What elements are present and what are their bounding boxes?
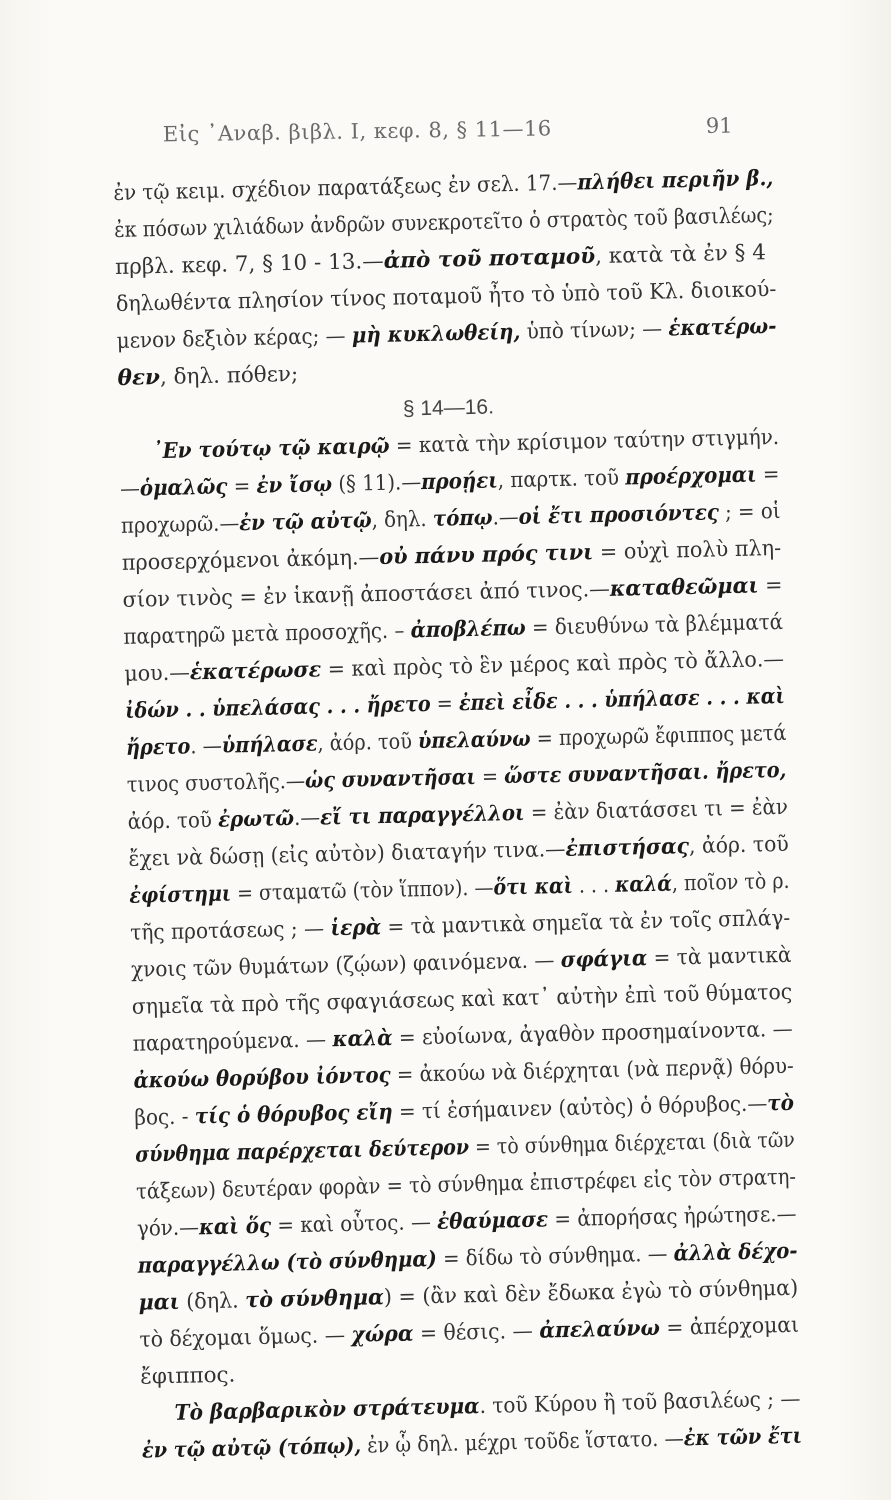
gloss-text: = καὶ οὗτος. — bbox=[270, 1209, 438, 1239]
gloss-text: , ἀόρ. τοῦ bbox=[688, 831, 789, 860]
lemma: προῄει bbox=[420, 468, 499, 496]
gloss-text: ἐν τῷ κειμ. σχέδιον παρατάξεως ἐν σελ. 17.— bbox=[113, 170, 578, 206]
page-header bbox=[0, 111, 891, 165]
lemma: ἑκατέρωσε bbox=[189, 657, 322, 686]
lemma: τὸ σύνθημα bbox=[244, 1285, 385, 1314]
lemma: ἰδών . . ὑπελάσας . . . ἤρετο bbox=[124, 691, 431, 724]
gloss-text: , ἀόρ. τοῦ bbox=[317, 729, 419, 757]
gloss-text: .— bbox=[492, 504, 519, 531]
lemma: καλὰ bbox=[332, 1025, 393, 1053]
lemma: ἀλλὰ δέχο- bbox=[673, 1238, 798, 1267]
lemma: ἐν ἴσῳ bbox=[256, 472, 333, 499]
lemma: ᾿Εν τούτῳ τῷ καιρῷ bbox=[152, 433, 390, 465]
gloss-text: δηλωθέντα πλησίον τίνος ποταμοῦ ἦτο τὸ ὑπὸ τοῦ Κλ. διοικού- bbox=[115, 276, 777, 317]
lemma: τόπῳ bbox=[432, 505, 493, 532]
gloss-text: = καὶ πρὸς τὸ ἓν μέρος καὶ πρὸς τὸ ἄλλο.— bbox=[320, 646, 785, 683]
gloss-text: .— bbox=[293, 805, 321, 832]
gloss-text: μου.— bbox=[124, 660, 191, 687]
gloss-text: , ποῖον τὸ ρ. bbox=[671, 868, 790, 897]
gloss-text: πρβλ. κεφ. 7, § 10 - 13.— bbox=[114, 248, 385, 280]
gloss-text: = τὰ μαντικὰ σημεῖα τὰ ἐν τοῖς σπλάγ- bbox=[380, 905, 791, 941]
gloss-text: = ἀκούω νὰ διέρχηται (νὰ περνᾷ) θόρυ- bbox=[390, 1053, 794, 1088]
lemma: ὥστε συναντῆσαι. ἤρετο, bbox=[503, 757, 787, 790]
gloss-text: = δίδω τὸ σύνθημα. — bbox=[436, 1241, 674, 1272]
gloss-text: τῆς προτάσεως ; — bbox=[129, 916, 331, 946]
lemma: καλά bbox=[614, 871, 673, 898]
gloss-text: ; = οἱ bbox=[718, 498, 781, 526]
gloss-text: ἀόρ. τοῦ bbox=[127, 807, 219, 835]
lemma: ἐπιστήσας bbox=[565, 834, 690, 862]
gloss-text: = προχωρῶ ἔφιππος μετά bbox=[530, 720, 787, 752]
gloss-text: βος. - bbox=[134, 1104, 196, 1131]
lemma: εἴ τι παραγγέλλοι bbox=[319, 800, 525, 831]
gloss-text: . τοῦ Κύρου ἢ τοῦ βασιλέως ; — bbox=[479, 1386, 801, 1419]
lemma: παραγγέλλω (τὸ σύνθημα) bbox=[137, 1246, 438, 1279]
lemma: ὅτι καὶ bbox=[493, 873, 574, 901]
gloss-text: = bbox=[430, 691, 460, 717]
lemma: ὑπήλασε bbox=[221, 731, 318, 759]
gloss-text: . — bbox=[190, 733, 223, 760]
gloss-text: προχωρῶ.— bbox=[120, 511, 240, 539]
gloss-text: τινος συστολῆς.— bbox=[126, 768, 306, 798]
gloss-text: , δηλ. bbox=[371, 506, 434, 534]
gloss-text: = τί ἐσήμαινεν (αὐτὸς) ὁ θόρυβος.— bbox=[392, 1091, 768, 1125]
lemma: ἐν τῷ αὐτῷ (τόπῳ), bbox=[141, 1433, 362, 1464]
section-heading: § 14—16. bbox=[402, 395, 495, 421]
lemma: ἐπεὶ εἶδε . . . ὑπήλασε . . . καὶ bbox=[458, 683, 786, 717]
lemma: ἐκ τῶν ἔτι bbox=[683, 1423, 803, 1452]
gloss-text: = bbox=[475, 764, 505, 790]
lemma: καὶ ὅς bbox=[198, 1213, 272, 1241]
gloss-text: . . . bbox=[572, 872, 616, 899]
running-head: Εἰς ᾿Αναβ. βιβλ. I, κεφ. 8, § 11—16 bbox=[162, 116, 552, 147]
gloss-text: , παρτκ. τοῦ bbox=[497, 465, 626, 494]
gloss-text: = τὰ μαντικὰ bbox=[647, 942, 792, 972]
gloss-text: , δηλ. πόθεν; bbox=[159, 361, 299, 390]
lemma: οὐ πάνυ πρός τινι bbox=[379, 540, 594, 571]
lemma: ὑπελαύνω bbox=[417, 726, 531, 755]
gloss-text: σίον τινὸς = ἐν ἱκανῇ ἀποστάσει ἀπό τινος.— bbox=[122, 576, 611, 613]
lemma: καταθεῶμαι bbox=[609, 573, 759, 602]
lemma: πλήθει περιῆν β., bbox=[577, 166, 774, 196]
gloss-text: μενον δεξιὸν κέρας; — bbox=[116, 323, 353, 354]
lemma: ἐθαύμασε bbox=[436, 1207, 549, 1235]
gloss-text: ἔφιππος. bbox=[139, 1362, 236, 1390]
lemma: τίς ὁ θόρυβος εἴη bbox=[194, 1099, 393, 1130]
lemma: ὡς συναντῆσαι bbox=[304, 764, 477, 794]
lemma: ἀκούω θορύβου ἰόντος bbox=[133, 1062, 391, 1094]
gloss-text: ἐκ πόσων χιλιάδων ἀνδρῶν συνεκροτεῖτο ὁ στρατὸς τοῦ βασιλέως; bbox=[113, 203, 774, 243]
lemma: τὸ bbox=[766, 1090, 795, 1117]
gloss-text: = τὸ σύνθημα διέρχεται (διὰ τῶν bbox=[468, 1127, 796, 1161]
gloss-text: σημεῖα τὰ πρὸ τῆς σφαγιάσεως καὶ κατ᾿ αὐτὴν ἐπὶ τοῦ θύματος bbox=[131, 979, 793, 1020]
gloss-text: = οὐχὶ πολὺ πλη- bbox=[592, 535, 782, 566]
gloss-text: = κατὰ τὴν κρίσιμον ταύτην στιγμήν. bbox=[389, 424, 780, 459]
lemma: σύνθημα παρέρχεται δεύτερον bbox=[134, 1135, 470, 1168]
lemma: ἀπὸ τοῦ ποταμοῦ bbox=[383, 244, 596, 274]
lemma: ἐρωτῶ bbox=[217, 806, 295, 833]
lemma: ἐν τῷ αὐτῷ bbox=[238, 508, 372, 537]
gloss-text: χνοις τῶν θυμάτων (ζῴων) φαινόμενα. — bbox=[130, 948, 562, 983]
page-number: 91 bbox=[705, 113, 733, 138]
gloss-text: = ἀπορήσας ἠρώτησε.— bbox=[547, 1201, 797, 1233]
gloss-text: = bbox=[227, 473, 257, 500]
lemma: μὴ κυκλωθείη, bbox=[351, 319, 521, 349]
gloss-text: = ἐὰν διατάσσει τι = ἐὰν bbox=[524, 794, 789, 826]
gloss-text: = σταματῶ (τὸν ἵππον). — bbox=[230, 875, 494, 907]
lemma: ὁμαλῶς bbox=[139, 474, 228, 502]
lemma: Τὸ βαρβαρικὸν στράτευμα bbox=[174, 1394, 480, 1426]
gloss-text: παρατηρούμενα. — bbox=[132, 1027, 333, 1057]
gloss-text: (§ 11).— bbox=[331, 470, 422, 498]
lemma: ἐφίστημι bbox=[129, 881, 232, 909]
lemma: χώρα bbox=[351, 1321, 414, 1348]
gloss-text: ὑπὸ τίνων; — bbox=[520, 316, 669, 345]
gloss-text: ) = (ἂν καὶ δὲν ἔδωκα ἐγὼ τὸ σύνθημα) bbox=[383, 1275, 799, 1311]
gloss-text: γόν.— bbox=[136, 1215, 200, 1242]
gloss-text: τάξεων) δευτέραν φορὰν = τὸ σύνθημα ἐπιστρέφει εἰς τὸν στρατη- bbox=[135, 1164, 797, 1205]
lemma: ἱερὰ bbox=[330, 915, 382, 942]
gloss-text: (δηλ. bbox=[179, 1288, 246, 1315]
gloss-text: ἔχει νὰ δώσῃ (εἰς αὐτὸν) διαταγήν τινα.— bbox=[128, 836, 566, 872]
gloss-text: — bbox=[119, 476, 141, 502]
lemma: μαι bbox=[138, 1289, 180, 1316]
lemma: προέρχομαι bbox=[624, 462, 757, 491]
lemma: σφάγια bbox=[560, 946, 648, 974]
lemma: ἑκατέρω- bbox=[668, 313, 777, 342]
gloss-text: = θέσις. — bbox=[413, 1318, 540, 1347]
gloss-text: ἐν ᾧ δηλ. μέχρι τοῦδε ἵστατο. — bbox=[360, 1426, 685, 1459]
gloss-text: = ἀπέρχομαι bbox=[659, 1312, 800, 1341]
commentary-text bbox=[113, 160, 802, 1470]
gloss-text: = διευθύνω τὰ βλέμματά bbox=[525, 609, 784, 641]
lemma: ἀποβλέπω bbox=[410, 615, 526, 644]
gloss-text: τὸ δέχομαι ὅμως. — bbox=[139, 1322, 352, 1353]
lemma: ἀπελαύνω bbox=[539, 1315, 661, 1344]
gloss-text: , κατὰ τὰ ἐν § 4 bbox=[594, 240, 767, 270]
gloss-text: = εὐοίωνα, ἀγαθὸν προσημαίνοντα. — bbox=[392, 1016, 794, 1051]
gloss-text: = bbox=[758, 572, 783, 599]
lemma: θεν bbox=[117, 364, 161, 391]
gloss-text: παρατηρῶ μετὰ προσοχῆς. – bbox=[123, 618, 411, 650]
gloss-text: = bbox=[756, 461, 780, 488]
lemma: οἱ ἔτι προσιόντες bbox=[518, 500, 720, 530]
gloss-text: προσερχόμενοι ἀκόμη.— bbox=[121, 545, 380, 576]
lemma: ἤρετο bbox=[125, 734, 191, 761]
